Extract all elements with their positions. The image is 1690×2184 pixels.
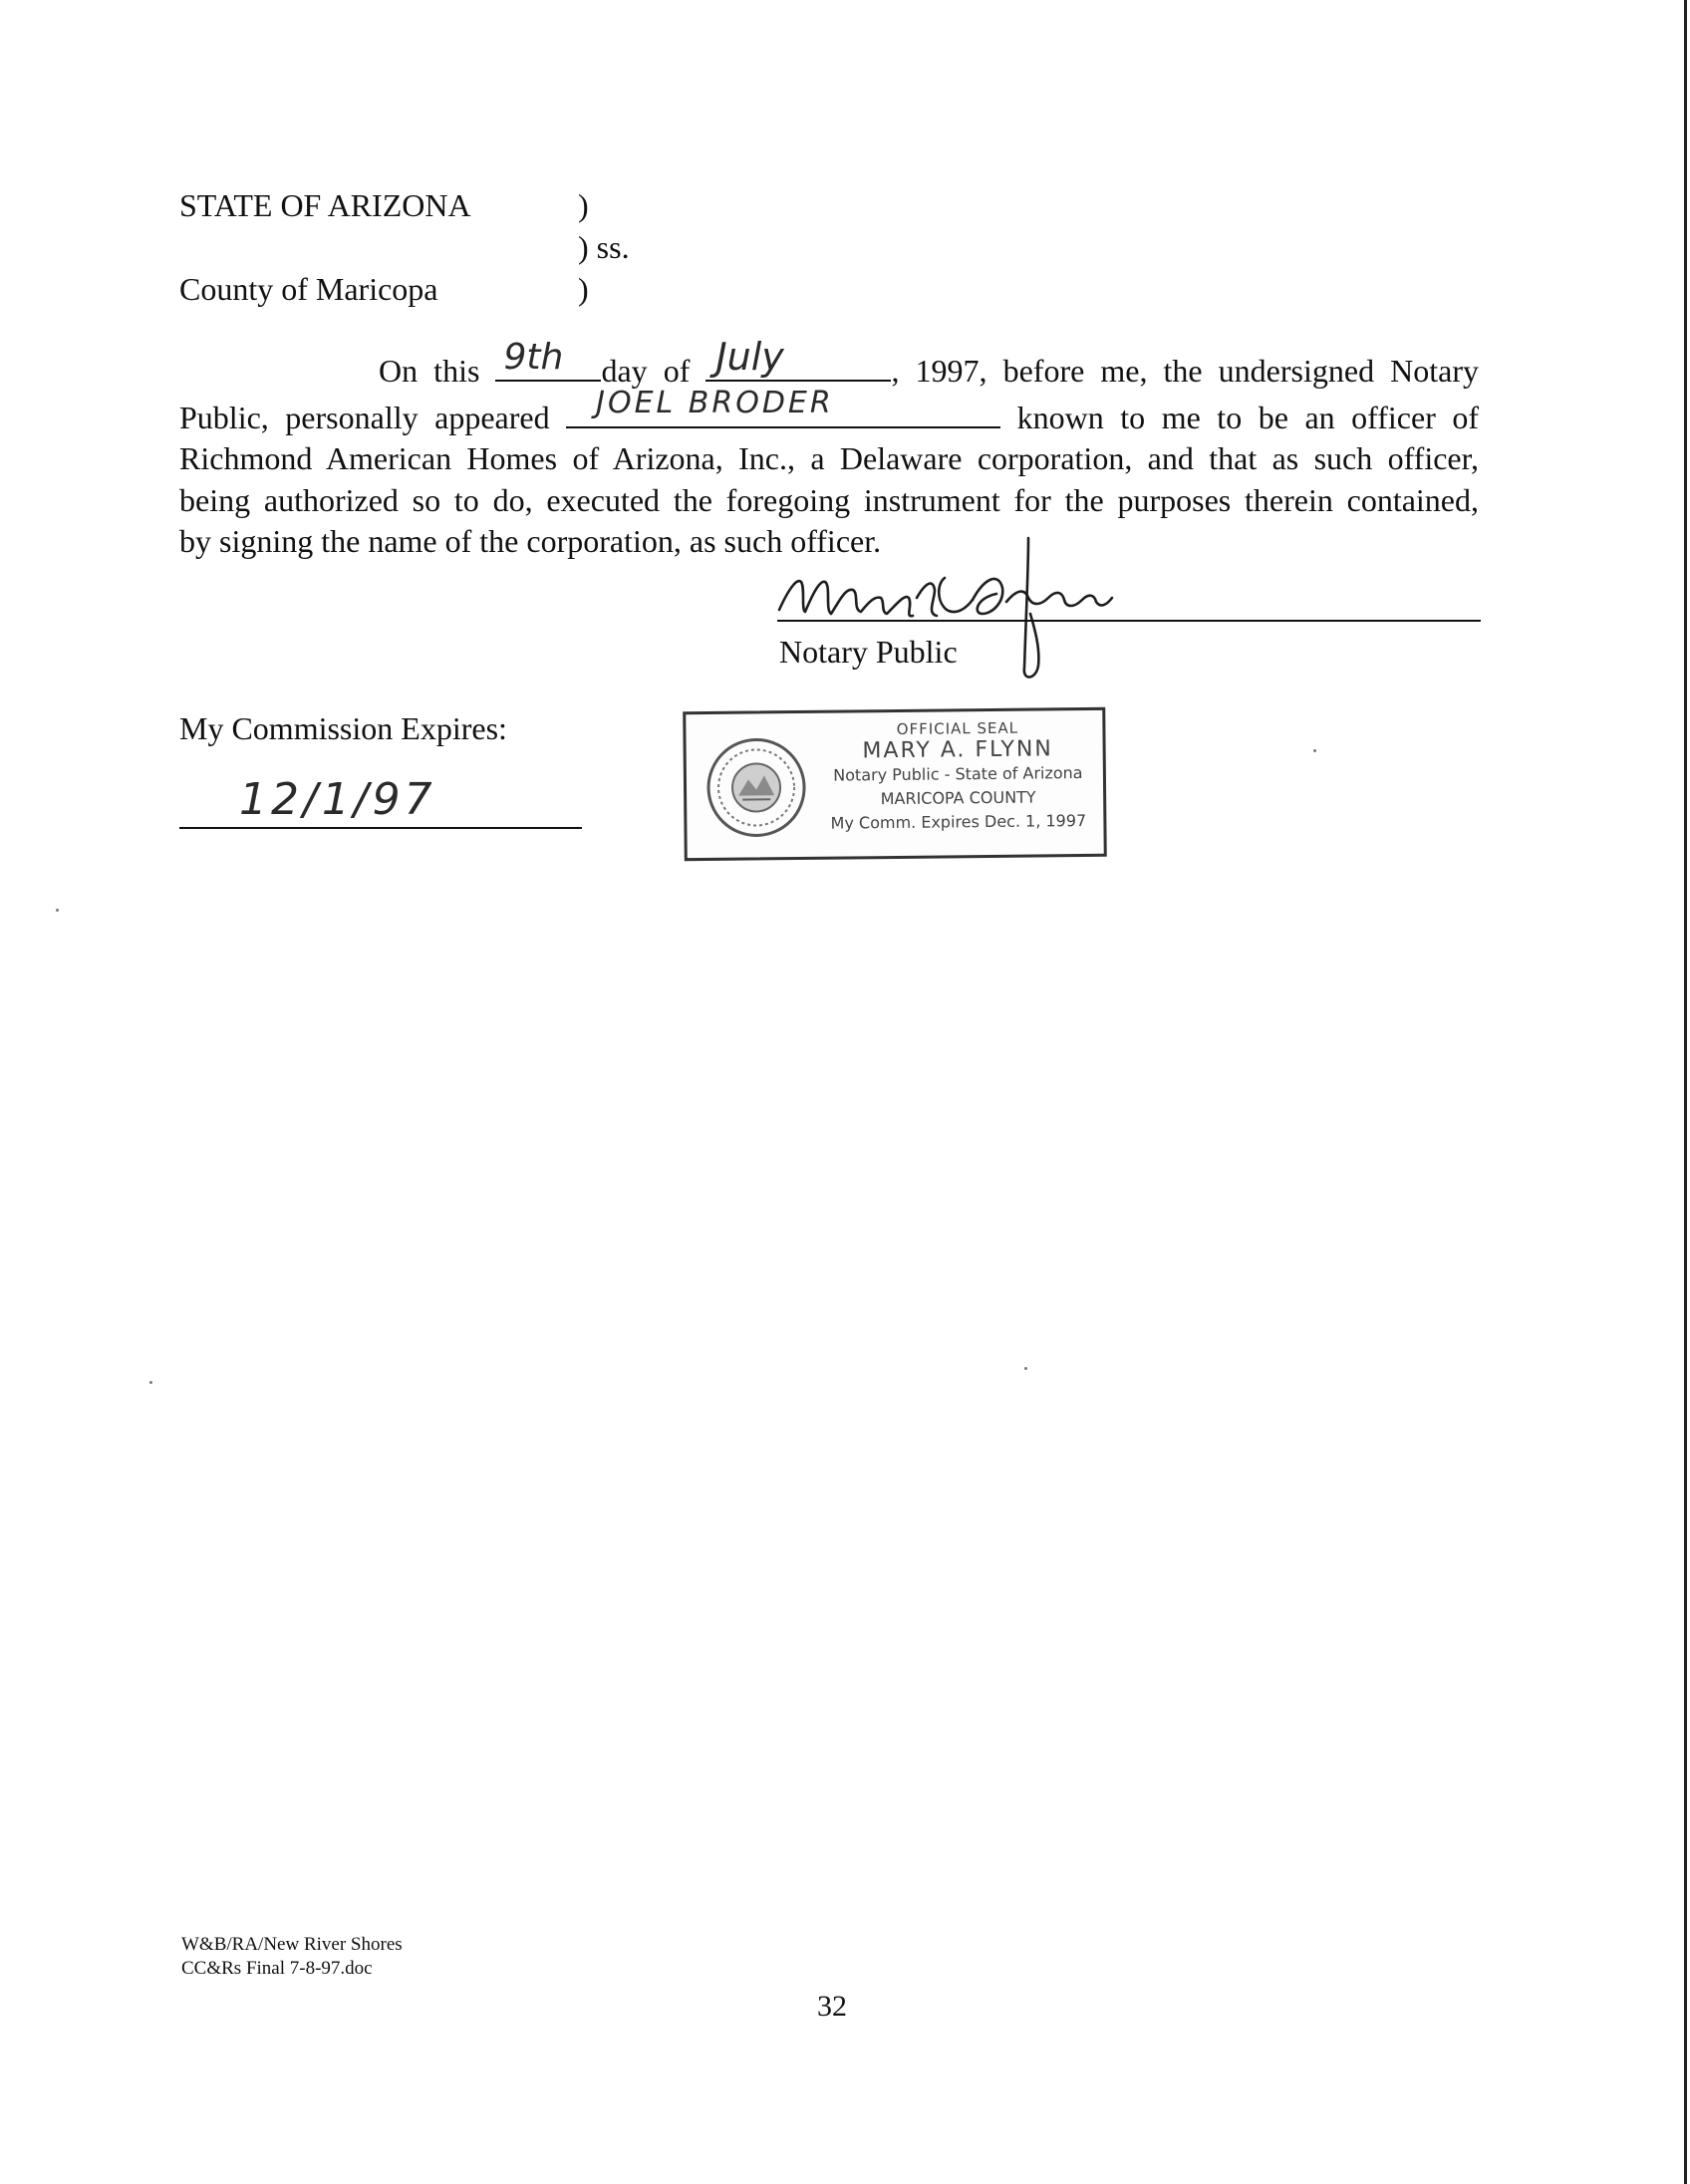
state-seal-emblem-icon	[704, 735, 808, 840]
paragraph-line-5: by signing the name of the corporation, as such officer.	[179, 523, 882, 559]
scan-speck	[1024, 1367, 1027, 1370]
seal-text	[815, 718, 1100, 836]
appeared-text: Public, personally appeared	[179, 399, 550, 435]
seal-line-3: Notary Public - State of Arizona	[833, 763, 1083, 785]
seal-line-4: MARICOPA COUNTY	[880, 787, 1036, 809]
month-handwritten: July	[715, 334, 784, 379]
signature-line	[777, 620, 1481, 622]
on-this-text: On this	[379, 353, 480, 389]
line1-tail: before me, the undersigned Notary	[1002, 353, 1479, 389]
appeared-handwritten: JOEL BRODER	[596, 386, 834, 420]
paragraph-line-3: Richmond American Homes of Arizona, Inc., a Delaware corporation, and that as such officer,	[179, 440, 1479, 476]
paragraph-line-2	[179, 386, 1480, 439]
notary-signature-block	[777, 568, 1481, 678]
line2-tail: known to me to be an officer of	[1016, 399, 1480, 435]
day-of-text: day of	[601, 353, 691, 389]
commission-expires-label: My Commission Expires:	[179, 710, 507, 746]
seal-line-1: OFFICIAL SEAL	[896, 718, 1019, 738]
year-text: , 1997,	[891, 353, 987, 389]
document-reference-line-2: CC&Rs Final 7-8-97.doc	[181, 1958, 373, 1979]
notary-public-label: Notary Public	[779, 634, 958, 670]
venue-paren: )	[578, 187, 589, 223]
commission-date-line	[179, 767, 582, 829]
scan-speck	[56, 909, 59, 912]
venue-paren: )	[578, 271, 589, 307]
document-reference	[181, 1933, 403, 1981]
county-caption: County of Maricopa	[179, 271, 438, 307]
state-caption: STATE OF ARIZONA	[179, 187, 471, 223]
document-reference-line-1: W&B/RA/New River Shores	[181, 1934, 403, 1955]
day-blank	[495, 336, 601, 382]
seal-line-5: My Comm. Expires Dec. 1, 1997	[830, 810, 1087, 833]
page-edge	[1684, 0, 1687, 2184]
scan-speck	[149, 1381, 152, 1384]
day-handwritten: 9th	[503, 336, 564, 378]
venue-ss: ) ss.	[578, 229, 630, 265]
venue-block	[179, 187, 877, 317]
scan-speck	[1313, 749, 1316, 752]
official-notary-seal	[683, 707, 1107, 861]
paragraph-line-4: being authorized so to do, executed the foregoing instrument for the purposes therein contained,	[179, 481, 1479, 518]
month-blank	[705, 334, 891, 382]
appeared-blank	[566, 386, 1000, 428]
page-number: 32	[817, 1990, 847, 2023]
commission-date-handwritten: 12/1/97	[239, 774, 436, 825]
seal-line-2: MARY A. FLYNN	[862, 736, 1053, 764]
